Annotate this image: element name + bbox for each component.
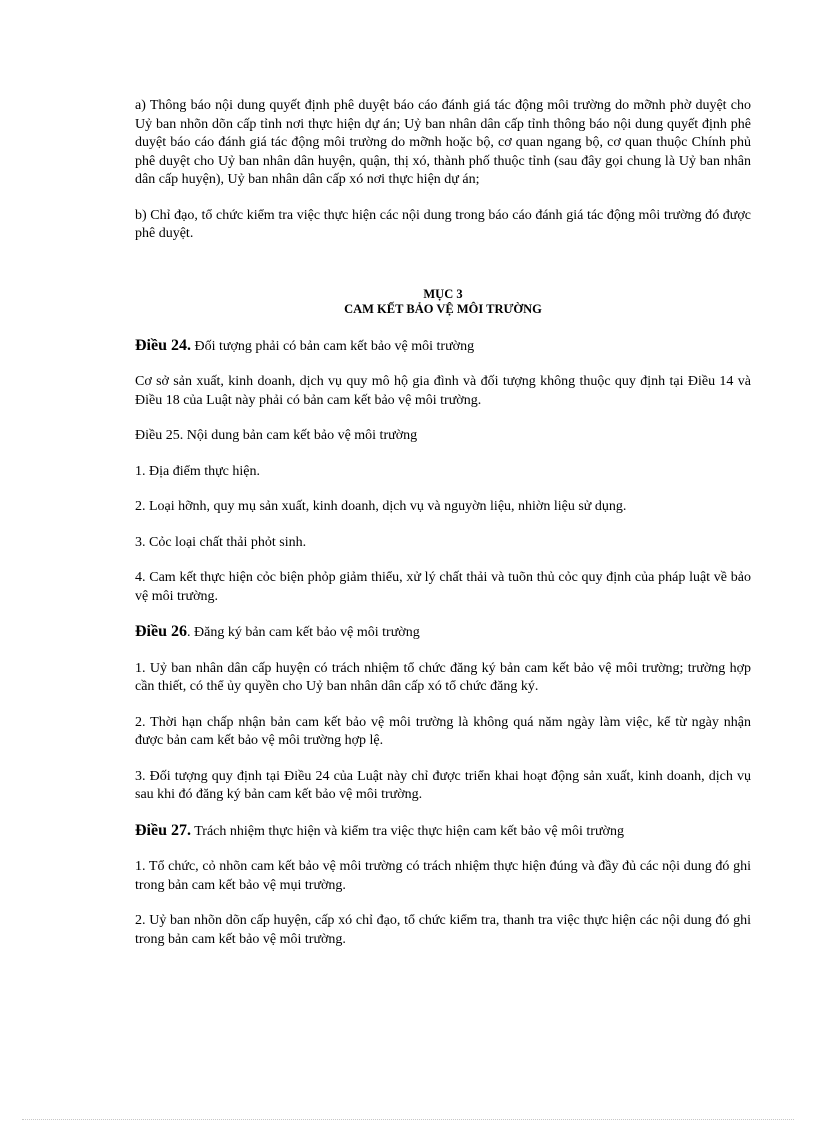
article-26-item-2: 2. Thời hạn chấp nhận bản cam kết bảo vệ môi trường là không quá năm ngày làm việc, kể từ ngày nhận được bản cam kết bảo vệ môi trường hợp lệ. [135,714,751,748]
article-24-title: Đối tượng phải có bản cam kết bảo vệ môi trường [191,338,475,354]
article-25-item-1: 1. Địa điểm thực hiện. [135,463,261,479]
article-27-number: Điều 27. [135,821,191,839]
section-heading [135,287,751,317]
document-body [135,97,751,966]
article-27-item-2: 2. Uỷ ban nhõn dõn cấp huyện, cấp xó chỉ đạo, tổ chức kiểm tra, thanh tra việc thực hiện các nội dung đó ghi trong bản cam kết bảo vệ môi trường. [135,913,751,947]
section-number: MỤC 3 [423,286,463,301]
section-title: CAM KẾT BẢO VỆ MÔI TRƯỜNG [344,301,542,316]
article-26-title: . Đăng ký bản cam kết bảo vệ môi trường [187,625,420,640]
article-27-heading [135,822,751,842]
article-27-title: Trách nhiệm thực hiện và kiểm tra việc thực hiện cam kết bảo vệ môi trường [191,823,624,839]
paragraph-b: b) Chỉ đạo, tổ chức kiểm tra việc thực hiện các nội dung trong báo cáo đánh giá tác động môi trường đó được phê duyệt. [135,207,751,241]
article-25-item-3: 3. Cỏc loại chất thải phỏt sinh. [135,534,307,550]
page-bottom-divider [22,1119,794,1120]
article-24-number: Điều 24. [135,336,191,354]
article-27-item-1: 1. Tổ chức, cỏ nhõn cam kết bảo vệ môi trường có trách nhiệm thực hiện đúng và đầy đủ các nội dung đó ghi trong bản cam kết bảo vệ mụi trường. [135,859,751,893]
article-26-item-3: 3. Đối tượng quy định tại Điều 24 của Luật này chỉ được triển khai hoạt động sản xuất, kinh doanh, dịch vụ sau khi đó đăng ký bản cam kết bảo vệ môi trường. [135,768,751,802]
article-25-item-4: 4. Cam kết thực hiện cỏc biện phỏp giảm thiểu, xử lý chất thải và tuõn thủ cỏc quy định của pháp luật về bảo vệ môi trường. [135,570,751,604]
article-24-heading [135,337,751,357]
article-26-item-1: 1. Uỷ ban nhân dân cấp huyện có trách nhiệm tổ chức đăng ký bản cam kết bảo vệ môi trường; trường hợp cần thiết, có thể ủy quyền cho Uỷ ban nhân dân cấp xó tổ chức đăng ký. [135,660,751,694]
article-24-text: Cơ sở sản xuất, kinh doanh, dịch vụ quy mô hộ gia đình và đối tượng không thuộc quy định tại Điều 14 và Điều 18 của Luật này phải có bản cam kết bảo vệ môi trường. [135,374,751,408]
article-26-heading [135,623,751,643]
article-25-heading: Điều 25. Nội dung bản cam kết bảo vệ môi trường [135,428,418,443]
paragraph-a: a) Thông báo nội dung quyết định phê duyệt báo cáo đánh giá tác động môi trường do mỡnh phờ duyệt cho Uỷ ban nhõn dõn cấp tỉnh nơi thực hiện dự án; Uỷ ban nhân dân cấp tỉnh thông báo nội dung quyết định phê duyệt báo cáo đánh giá tác động môi trường do mỡnh hoặc bộ, cơ quan ngang bộ, cơ quan thuộc Chính phủ phê duyệt cho Uỷ ban nhân dân huyện, quận, thị xó, thành phố thuộc tỉnh (sau đây gọi chung là Uỷ ban nhân dân cấp huyện), Uỷ ban nhân dân cấp xó nơi thực hiện dự án; [135,98,751,187]
article-26-number: Điều 26 [135,623,187,640]
article-25-item-2: 2. Loại hỡnh, quy mụ sản xuất, kinh doanh, dịch vụ và nguyờn liệu, nhiờn liệu sử dụng. [135,499,627,514]
